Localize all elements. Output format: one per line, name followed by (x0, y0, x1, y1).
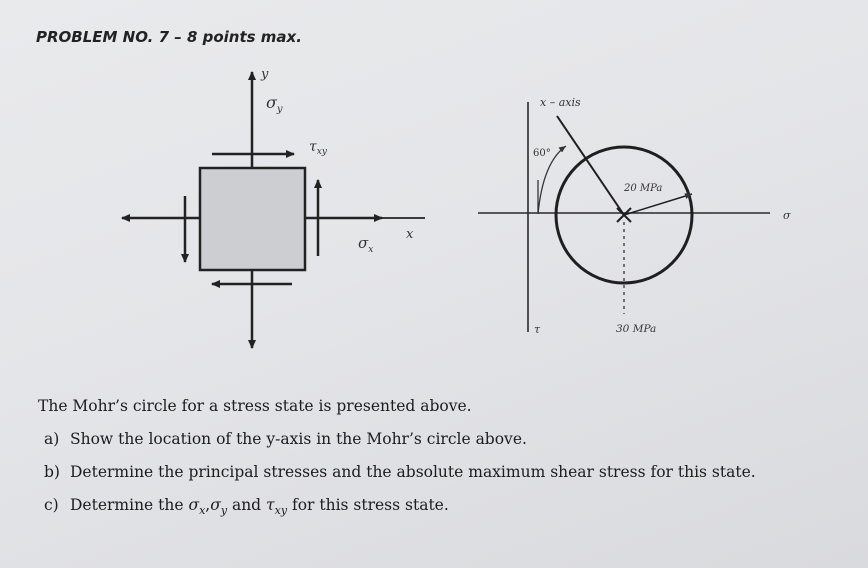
problem-title: PROBLEM NO. 7 – 8 points max. (36, 28, 302, 46)
question-c-label: c) (44, 496, 59, 514)
question-b-label: b) (44, 463, 60, 481)
x-axis-label: x (406, 227, 414, 242)
mohr-x-axis-line (557, 116, 624, 215)
question-a (44, 431, 527, 449)
sigma-y-label: $\sigma_y$ (266, 93, 283, 115)
mohr-x-axis-label: x – axis (540, 96, 581, 109)
center-marker (617, 208, 631, 222)
tau-axis-label: τ (534, 323, 541, 336)
sigma-x-label: $\sigma_x$ (358, 234, 374, 255)
radius-arrow (624, 194, 692, 215)
question-a-label: a) (44, 430, 60, 448)
sigma-axis-label: σ (783, 209, 791, 222)
radius-label: 20 MPa (624, 183, 663, 194)
center-label: 30 MPa (616, 323, 657, 335)
question-c-tau-xy: $\tau_{xy}$ (266, 496, 288, 518)
question-c (44, 497, 449, 518)
tau-xy-label: $\tau_{xy}$ (309, 139, 327, 157)
mohr-circle-diagram (478, 96, 791, 336)
question-c-sigma-x: $\sigma_x$ (188, 496, 206, 518)
question-c-suffix: for this stress state. (287, 496, 449, 514)
question-c-sep: , (205, 496, 211, 514)
question-b-text: Determine the principal stresses and the absolute maximum shear stress for this state. (70, 463, 756, 481)
y-axis-label: y (261, 67, 269, 82)
questions-intro: The Mohr’s circle for a stress state is presented above. (38, 397, 472, 415)
question-c-and: and (227, 496, 267, 514)
question-c-sigma-y: $\sigma_y$ (210, 496, 228, 518)
question-b (44, 464, 756, 482)
stress-element-diagram (122, 67, 425, 348)
angle-label: 60° (533, 148, 551, 159)
question-c-prefix: Determine the (70, 496, 189, 514)
stress-element-square (200, 168, 305, 270)
question-a-text: Show the location of the y-axis in the Mohr’s circle above. (70, 430, 527, 448)
